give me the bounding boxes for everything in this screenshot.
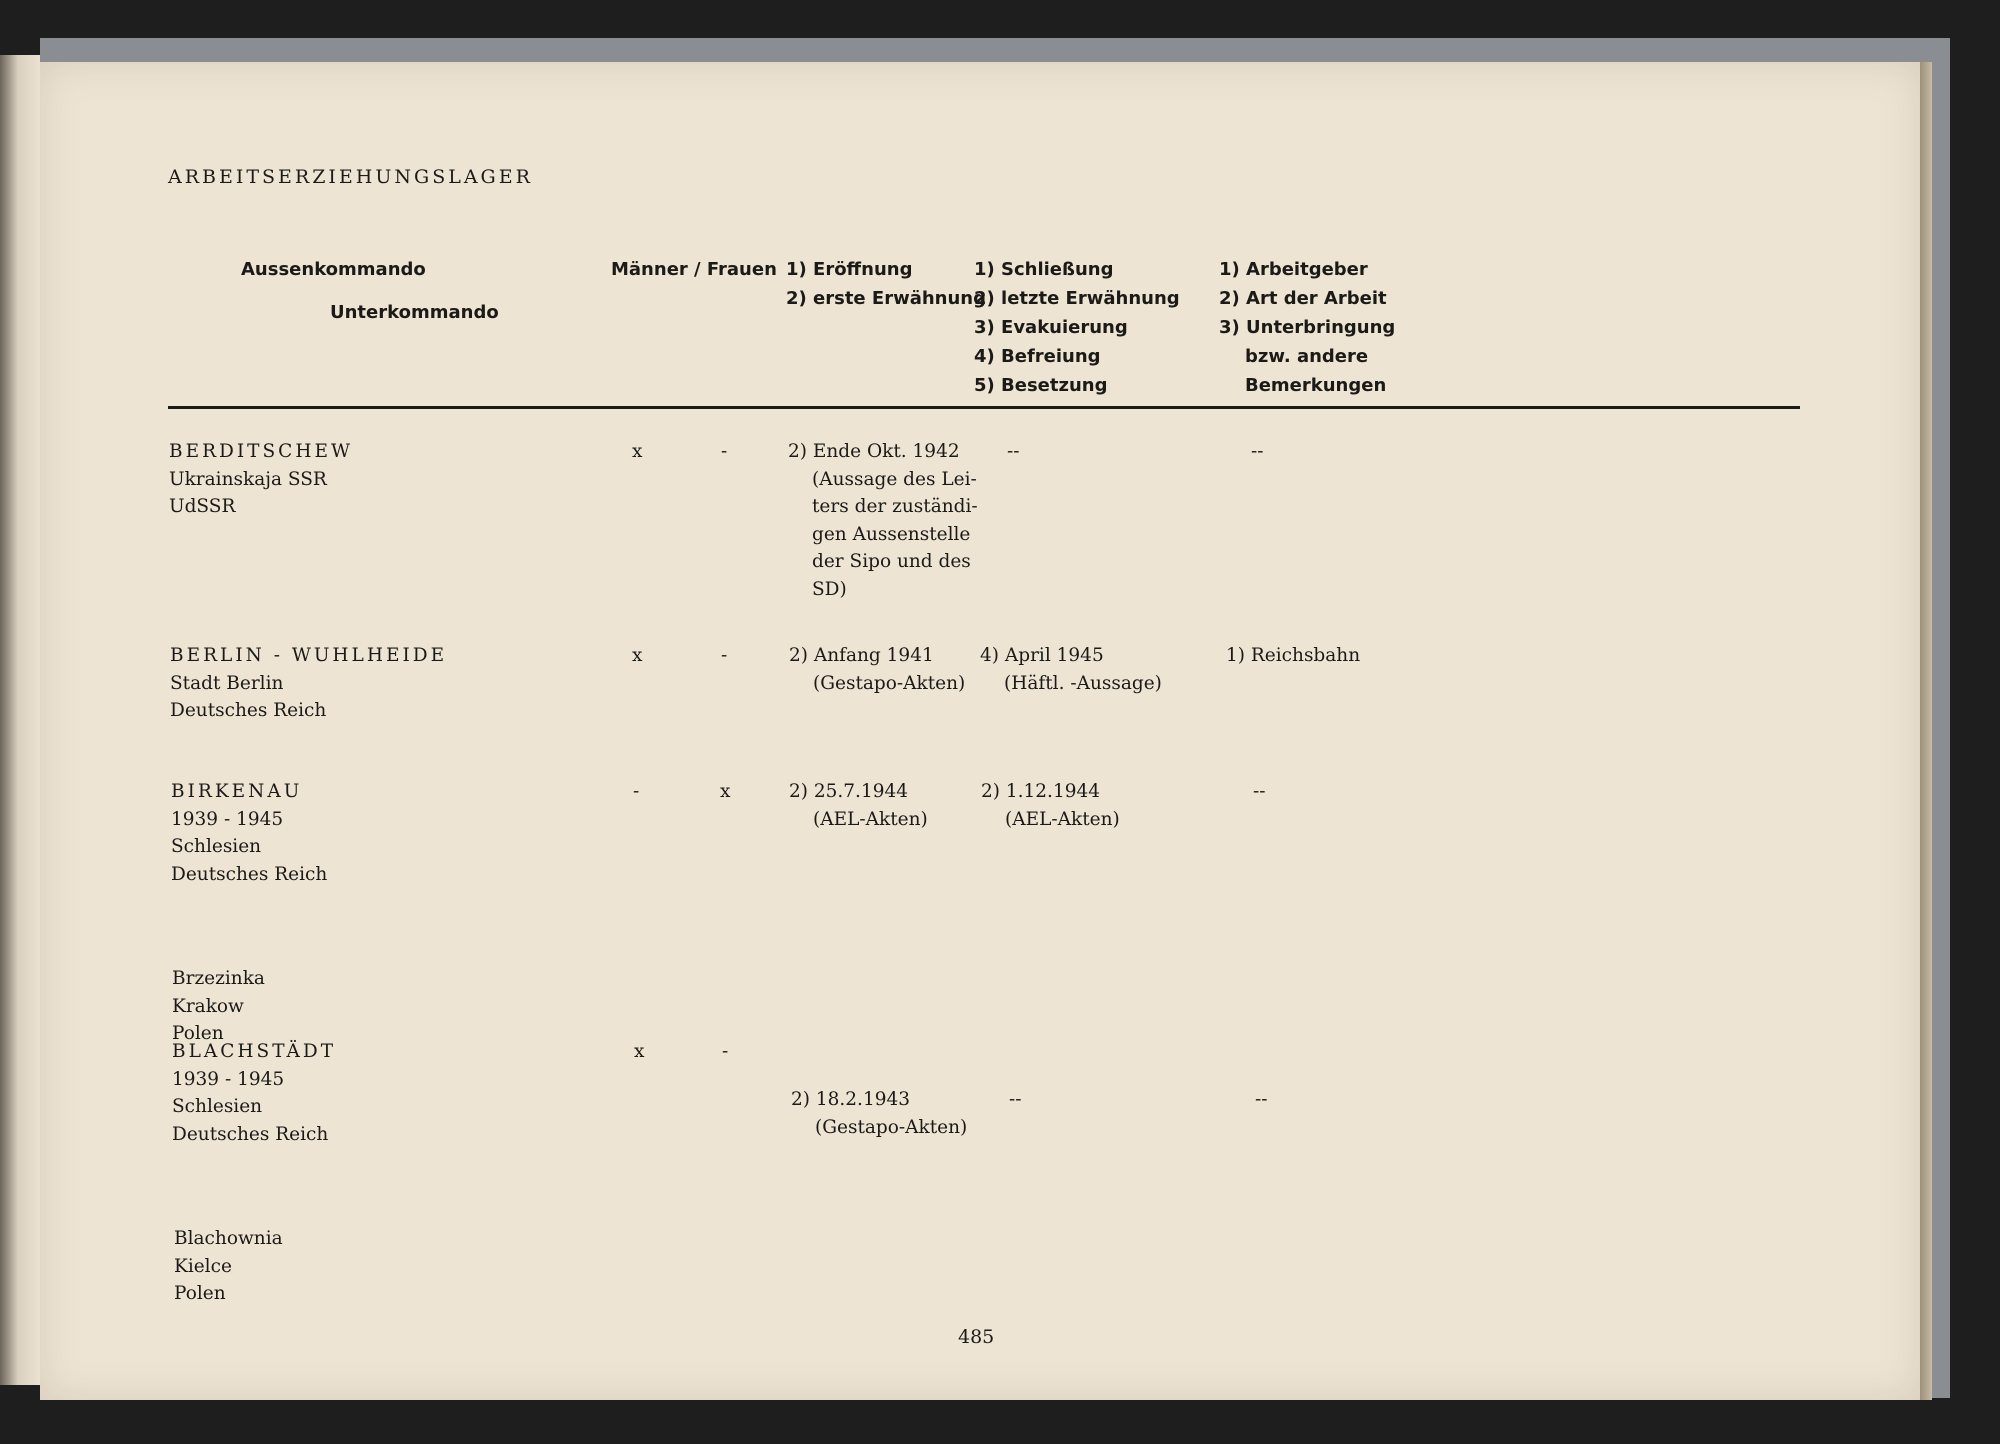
camp-name: BLACHSTÄDT: [172, 1041, 337, 1062]
opening-cell: [789, 642, 965, 697]
closing-line: (Häftl. -Aussage): [1004, 672, 1162, 694]
employer-line: --: [1255, 1089, 1268, 1110]
header-unterkommando: Unterkommando: [330, 302, 499, 323]
opening-cell: [791, 1086, 967, 1141]
employer-cell: [1253, 778, 1266, 806]
closing-line: (AEL-Akten): [1005, 808, 1120, 830]
header-eroeffnung: [786, 255, 986, 313]
header-rule: [168, 406, 1800, 409]
opening-cell: [789, 778, 928, 833]
header-eroeffnung-line: 1) Eröffnung: [786, 259, 913, 280]
page-edge: [1920, 62, 1932, 1400]
camp-location-line: Deutsches Reich: [171, 863, 328, 885]
section-title: ARBEITSERZIEHUNGSLAGER: [168, 166, 533, 188]
opening-line: ters der zuständi-: [812, 496, 978, 517]
header-arbeitgeber: [1219, 255, 1395, 400]
camp-name: BERLIN - WUHLHEIDE: [170, 645, 448, 666]
employer-line: --: [1251, 441, 1264, 462]
header-schliessung-line: 1) Schließung: [974, 259, 1114, 280]
employer-line: 1) Reichsbahn: [1226, 645, 1361, 666]
camp-location-line: Ukrainskaja SSR: [169, 468, 327, 490]
sub-location-line: Kielce: [174, 1255, 232, 1277]
header-arbeitgeber-line: bzw. andere: [1245, 346, 1369, 367]
opening-line: (Aussage des Lei-: [812, 468, 977, 490]
opening-line: 2) 25.7.1944: [789, 781, 909, 802]
closing-cell: [1009, 1086, 1022, 1114]
camp-location-line: UdSSR: [169, 496, 236, 517]
opening-cell: [788, 438, 978, 603]
closing-line: 4) April 1945: [980, 645, 1104, 666]
camp-name: BIRKENAU: [171, 781, 303, 802]
camp-location-line: Deutsches Reich: [170, 700, 327, 721]
header-schliessung: [974, 255, 1180, 400]
camp-location-line: Stadt Berlin: [170, 672, 284, 694]
table-row-name: [169, 438, 353, 521]
employer-cell: [1251, 438, 1264, 466]
women-mark: -: [721, 441, 728, 462]
camp-location-line: Deutsches Reich: [172, 1123, 329, 1145]
women-mark: -: [721, 645, 728, 666]
header-schliessung-line: 4) Befreiung: [974, 346, 1101, 367]
sub-location: [172, 965, 265, 1048]
camp-name: BERDITSCHEW: [169, 441, 353, 462]
closing-cell: [980, 642, 1162, 697]
camp-location-line: Schlesien: [171, 836, 262, 857]
closing-line: --: [1009, 1089, 1022, 1110]
header-schliessung-line: 5) Besetzung: [974, 375, 1108, 396]
table-row-name: [172, 1038, 336, 1148]
table-row-name: [171, 778, 327, 888]
opening-line: (Gestapo-Akten): [813, 672, 966, 694]
header-schliessung-line: 3) Evakuierung: [974, 317, 1128, 338]
closing-cell: [1007, 438, 1020, 466]
men-mark: x: [632, 441, 643, 462]
men-mark: -: [633, 781, 640, 802]
header-arbeitgeber-line: 3) Unterbringung: [1219, 317, 1396, 338]
sub-location-line: Krakow: [172, 995, 244, 1017]
opening-line: 2) Anfang 1941: [789, 645, 934, 666]
employer-cell: [1226, 642, 1360, 670]
opening-line: (Gestapo-Akten): [815, 1116, 968, 1138]
sub-location-line: Polen: [174, 1283, 226, 1304]
header-arbeitgeber-line: 1) Arbeitgeber: [1219, 259, 1368, 280]
header-arbeitgeber-line: 2) Art der Arbeit: [1219, 288, 1387, 309]
book-page: [40, 62, 1920, 1400]
opening-line: 2) 18.2.1943: [791, 1089, 911, 1110]
closing-cell: [981, 778, 1120, 833]
opening-line: SD): [812, 578, 847, 600]
header-schliessung-line: 2) letzte Erwähnung: [974, 288, 1180, 309]
camp-location-line: 1939 - 1945: [171, 808, 284, 830]
table-row-name: [170, 642, 447, 725]
opening-line: 2) Ende Okt. 1942: [788, 441, 960, 462]
sub-location-line: Brzezinka: [172, 968, 265, 989]
men-mark: x: [632, 645, 643, 666]
opening-line: (AEL-Akten): [813, 808, 928, 830]
women-mark: -: [722, 1041, 729, 1062]
sub-location-line: Blachownia: [174, 1228, 283, 1249]
employer-cell: [1255, 1086, 1268, 1114]
opening-line: der Sipo und des: [812, 551, 971, 572]
men-mark: x: [634, 1041, 645, 1062]
camp-location-line: 1939 - 1945: [172, 1068, 285, 1090]
camp-location-line: Schlesien: [172, 1096, 263, 1117]
women-mark: x: [720, 781, 731, 802]
header-aussenkommando: Aussenkommando: [241, 259, 426, 280]
employer-line: --: [1253, 781, 1266, 802]
opening-line: gen Aussenstelle: [812, 523, 971, 545]
sub-location: [174, 1225, 283, 1308]
closing-line: 2) 1.12.1944: [981, 781, 1101, 802]
book-spine-edge: [0, 55, 45, 1385]
sub-location-line: Polen: [172, 1023, 224, 1044]
header-eroeffnung-line: 2) erste Erwähnung: [786, 288, 986, 309]
header-maenner-frauen: Männer / Frauen: [611, 259, 777, 280]
header-arbeitgeber-line: Bemerkungen: [1245, 375, 1387, 396]
page-number: 485: [958, 1326, 995, 1348]
closing-line: --: [1007, 441, 1020, 462]
